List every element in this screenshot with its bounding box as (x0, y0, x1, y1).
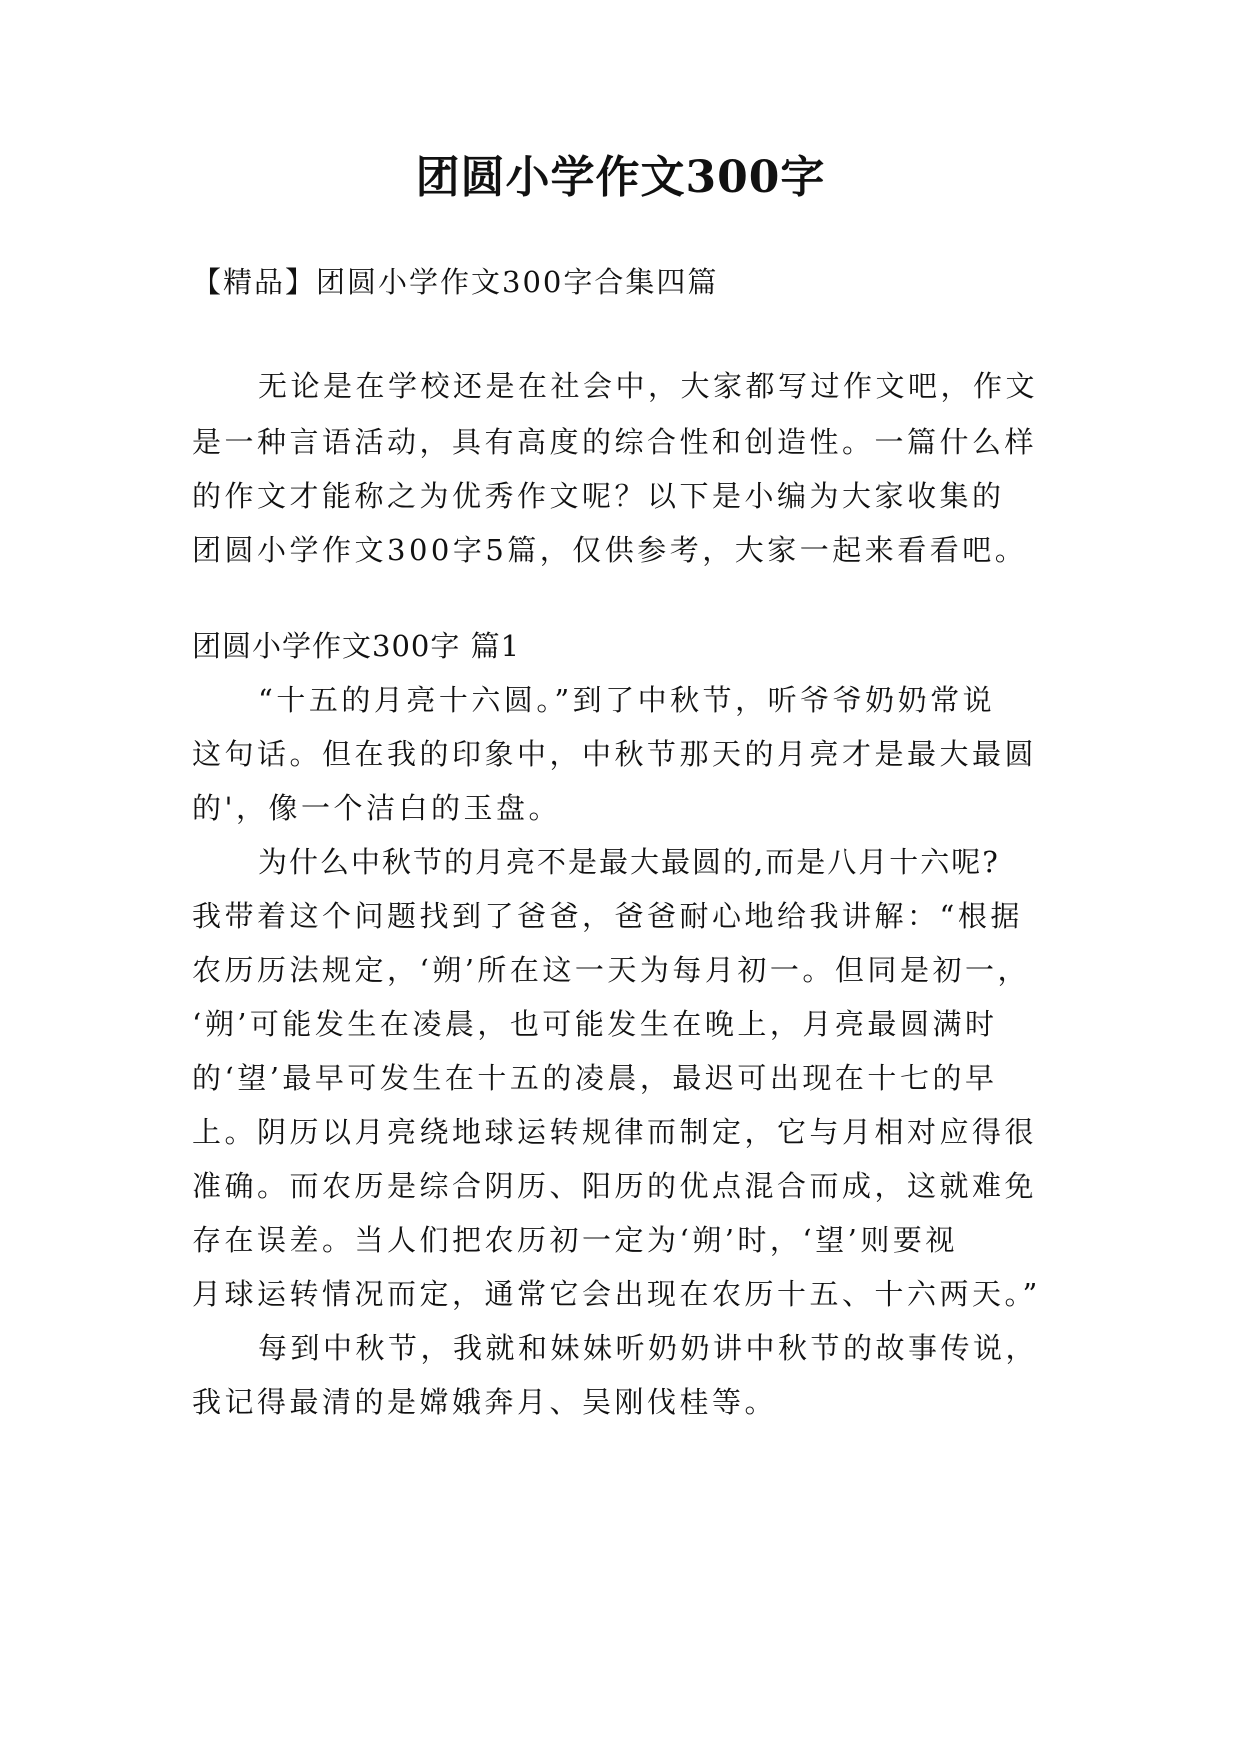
intro-line-1: 无论是在学校还是在社会中，大家都写过作文吧，作文 (258, 369, 1039, 403)
body-line-13: 每到中秋节，我就和妹妹听奶奶讲中秋节的故事传说， (258, 1331, 1039, 1365)
body-line-4: 为什么中秋节的月亮不是最大最圆的,而是八月十六呢? (258, 845, 1000, 879)
document-title: 团圆小学作文300字 (415, 152, 826, 203)
section-heading: 团圆小学作文300字 篇1 (192, 629, 521, 663)
intro-line-4: 团圆小学作文300字5篇，仅供参考，大家一起来看看吧。 (192, 533, 1028, 567)
body-line-9: 上。阴历以月亮绕地球运转规律而制定，它与月相对应得很 (192, 1115, 1038, 1149)
body-line-6: 农历历法规定，‘朔’所在这一天为每月初一。但同是初一， (192, 953, 1030, 987)
body-line-8: 的‘望’最早可发生在十五的凌晨，最迟可出现在十七的早 (192, 1061, 998, 1095)
body-line-14: 我记得最清的是嫦娥奔月、吴刚伐桂等。 (192, 1385, 778, 1419)
body-line-2: 这句话。但在我的印象中，中秋节那天的月亮才是最大最圆 (192, 737, 1038, 771)
body-line-12: 月球运转情况而定，通常它会出现在农历十五、十六两天。” (192, 1277, 1041, 1311)
body-line-5: 我带着这个问题找到了爸爸，爸爸耐心地给我讲解：“根据 (192, 899, 1023, 933)
document-subtitle: 【精品】团圆小学作文300字合集四篇 (192, 265, 719, 299)
body-line-3: 的'，像一个洁白的玉盘。 (192, 791, 561, 825)
body-line-11: 存在误差。当人们把农历初一定为‘朔’时，‘望’则要视 (192, 1223, 958, 1257)
intro-line-2: 是一种言语活动，具有高度的综合性和创造性。一篇什么样 (192, 425, 1038, 459)
body-line-1: “十五的月亮十六圆。”到了中秋节，听爷爷奶奶常说 (258, 683, 996, 717)
body-line-7: ‘朔’可能发生在凌晨，也可能发生在晚上，月亮最圆满时 (192, 1007, 998, 1041)
intro-line-3: 的作文才能称之为优秀作文呢？以下是小编为大家收集的 (192, 479, 1005, 513)
body-line-10: 准确。而农历是综合阴历、阳历的优点混合而成，这就难免 (192, 1169, 1038, 1203)
